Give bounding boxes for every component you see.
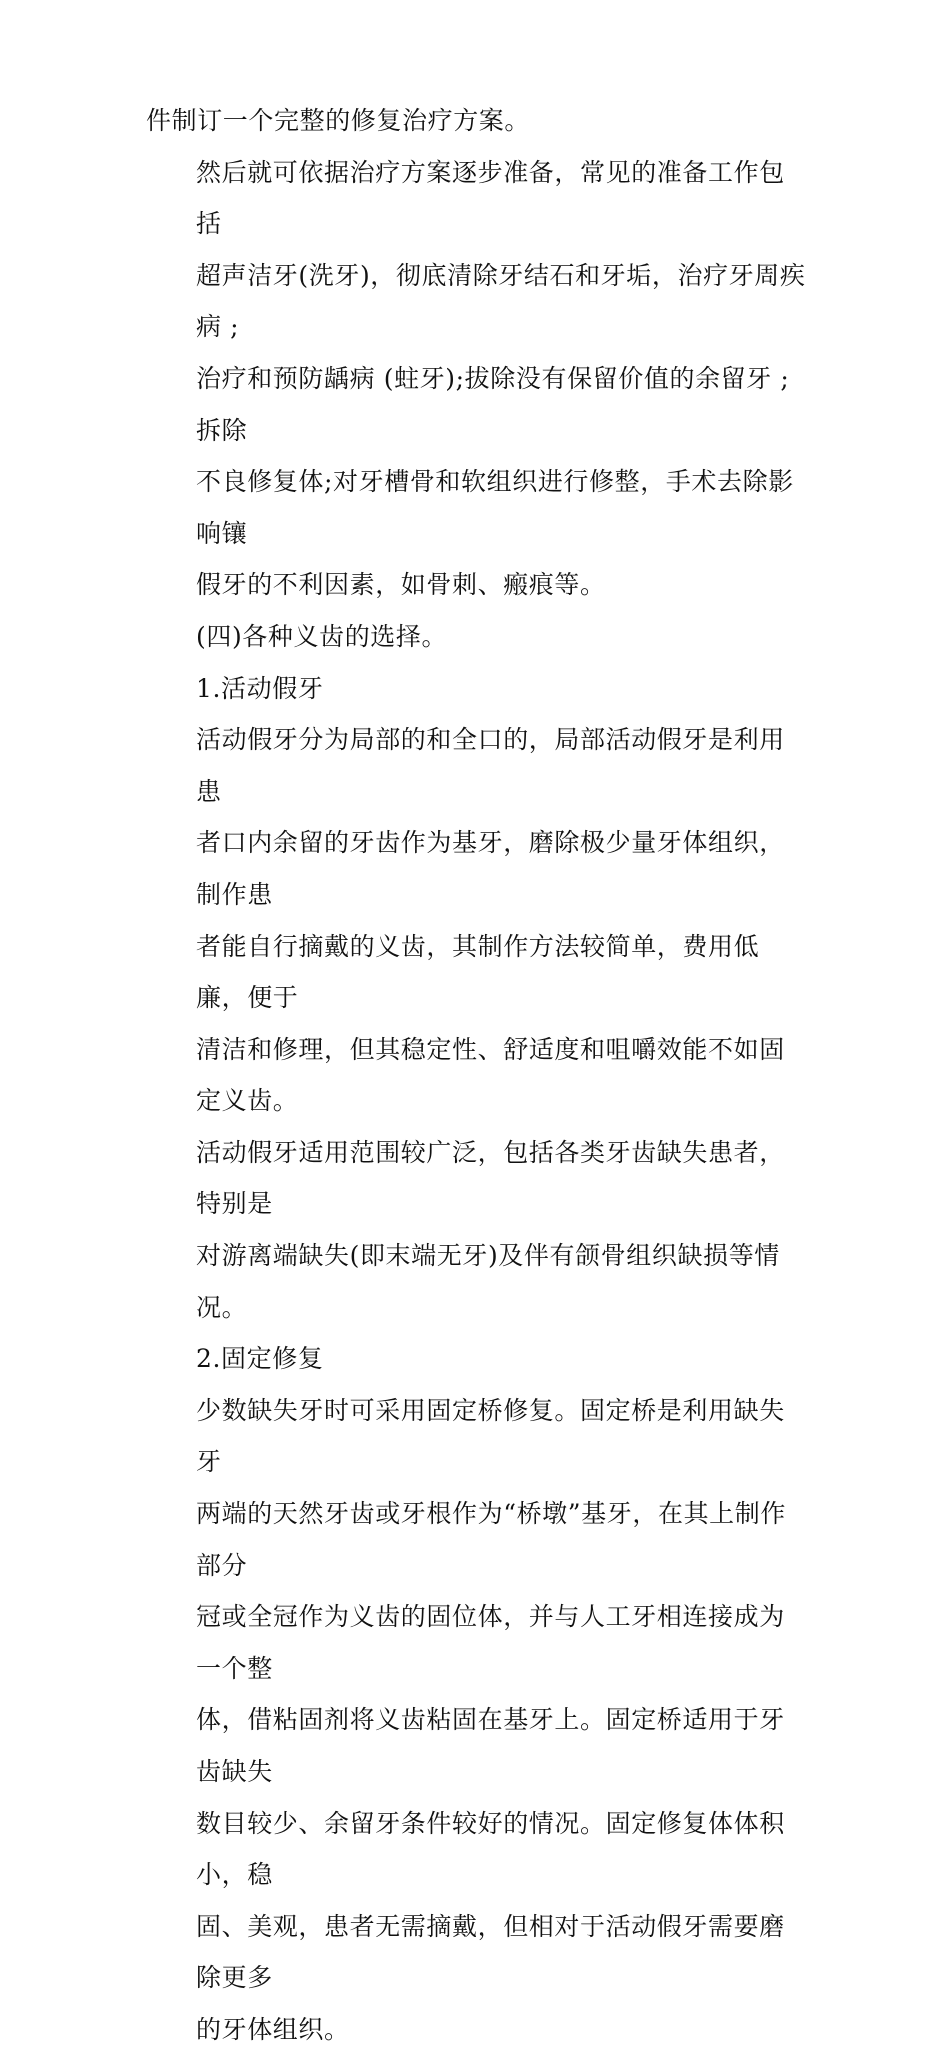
- section-heading-denture-choice: (四)各种义齿的选择。: [196, 621, 448, 651]
- subheading-removable-denture: 1.活动假牙: [196, 673, 324, 703]
- paragraph-preparation: 然后就可依据治疗方案逐步准备，常见的准备工作包括 超声洁牙(洗牙)，彻底清除牙结石和牙垢，治疗牙周疾病 ; 治疗和预防龋病 (蛀牙);拔除没有保留价值的余留牙 ;拆除 不良修复体;对牙槽骨和软组织进行修整，手术去除影响镶 假牙的不利因素，如骨刺、瘢痕等。: [196, 157, 806, 600]
- paragraph-removable-denture: 活动假牙分为局部的和全口的，局部活动假牙是利用患 者口内余留的牙齿作为基牙，磨除极少量牙体组织，制作患 者能自行摘戴的义齿，其制作方法较简单，费用低廉，便于 清洁和修理，但其稳定性、舒适度和咀嚼效能不如固定义齿。 活动假牙适用范围较广泛，包括各类牙齿缺失患者，特别是 对游离端缺失(即末端无牙)及伴有颌骨组织缺损等情况。: [196, 725, 785, 1322]
- document-page: [146, 95, 806, 2056]
- paragraph-continuation: 件制订一个完整的修复治疗方案。: [146, 106, 531, 135]
- paragraph-fixed-restoration: 少数缺失牙时可采用固定桥修复。固定桥是利用缺失牙 两端的天然牙齿或牙根作为“桥墩”基牙，在其上制作部分 冠或全冠作为义齿的固位体，并与人工牙相连接成为一个整 体，借粘固剂将义齿粘固在基牙上。固定桥适用于牙齿缺失 数目较少、余留牙条件较好的情况。固定修复体体积小，稳 固、美观，患者无需摘戴，但相对于活动假牙需要磨除更多 的牙体组织。: [196, 1395, 786, 2044]
- subheading-fixed-restoration: 2.固定修复: [196, 1344, 324, 1374]
